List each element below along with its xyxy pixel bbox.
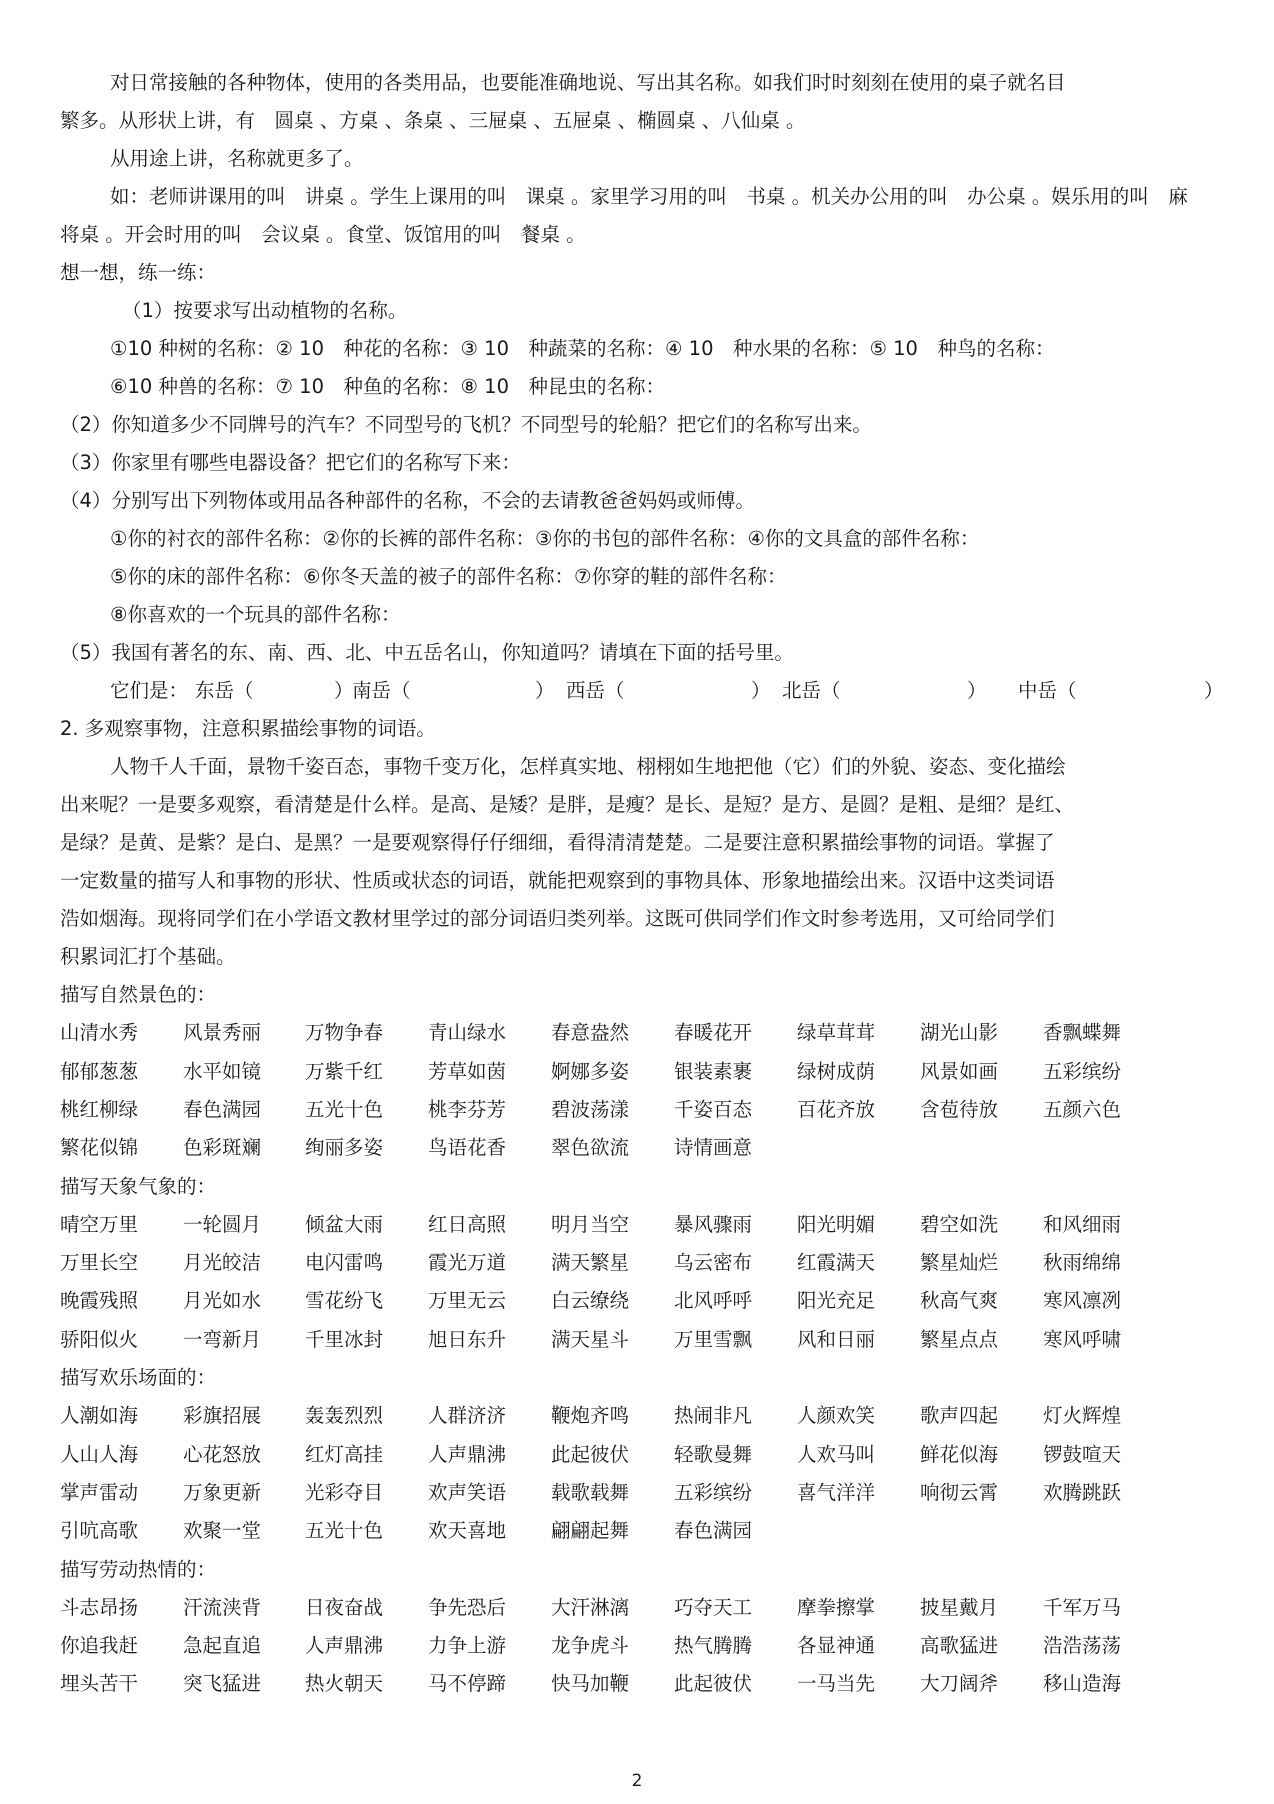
word-cell: 秋雨绵绵 [1043, 1251, 1122, 1275]
word-cell: 红日高照 [428, 1212, 507, 1236]
word-cell: 热气腾腾 [674, 1634, 753, 1658]
fill-in-north-close: ） [967, 679, 987, 702]
word-cell: 晴空万里 [60, 1212, 139, 1236]
word-cell: 人颜欢笑 [797, 1404, 876, 1428]
word-cell: 满天繁星 [551, 1251, 630, 1275]
word-cell: 欢声笑语 [428, 1480, 507, 1504]
word-cell: 千里冰封 [305, 1327, 384, 1351]
word-cell: 霞光万道 [428, 1251, 507, 1275]
exercise-item: （5）我国有著名的东、南、西、北、中五岳名山，你知道吗？请填在下面的括号里。 [60, 641, 794, 664]
word-cell: 欢聚一堂 [183, 1519, 262, 1543]
section-heading: 想一想，练一练： [60, 261, 217, 284]
word-cell: 千军万马 [1043, 1595, 1122, 1619]
word-cell: 五彩缤纷 [1043, 1059, 1122, 1083]
fill-in-south-label: 南岳（ [352, 679, 411, 702]
word-cell: 锣鼓喧天 [1043, 1442, 1122, 1466]
word-cell: 红霞满天 [797, 1251, 876, 1275]
fill-in-east-close: ） [334, 679, 354, 702]
word-cell: 轰轰烈烈 [305, 1404, 384, 1428]
word-cell: 满天星斗 [551, 1327, 630, 1351]
word-cell: 百花齐放 [797, 1097, 876, 1121]
fill-in-south-close: ） [535, 679, 555, 702]
word-cell: 人欢马叫 [797, 1442, 876, 1466]
exercise-item: （4）分别写出下列物体或用品各种部件的名称，不会的去请教爸爸妈妈或师傅。 [60, 489, 755, 512]
fill-in-center-close: ） [1204, 679, 1224, 702]
word-cell: 鞭炮齐鸣 [551, 1404, 630, 1428]
word-cell: 彩旗招展 [183, 1404, 262, 1428]
word-cell: 鲜花似海 [920, 1442, 999, 1466]
word-cell: 急起直追 [183, 1634, 262, 1658]
fill-in-center-label: 中岳（ [1018, 679, 1077, 702]
word-cell: 快马加鞭 [551, 1672, 630, 1696]
fill-in-west-close: ） [751, 679, 771, 702]
word-cell: 摩拳擦掌 [797, 1595, 876, 1619]
page-number: 2 [631, 1771, 643, 1791]
word-cell: 人声鼎沸 [305, 1634, 384, 1658]
word-cell: 人潮如海 [60, 1404, 139, 1428]
exercise-item: （2）你知道多少不同牌号的汽车？不同型号的飞机？不同型号的轮船？把它们的名称写出来。 [60, 413, 872, 436]
word-cell: 碧空如洗 [920, 1212, 999, 1236]
word-cell: 湖光山影 [920, 1021, 999, 1045]
word-cell: 银装素裹 [674, 1059, 753, 1083]
exercise-item: （3）你家里有哪些电器设备？把它们的名称写下来： [60, 451, 521, 474]
paragraph-line: 浩如烟海。现将同学们在小学语文教材里学过的部分词语归类列举。这既可供同学们作文时参考选用，又可给同学们 [60, 907, 1055, 930]
word-cell: 万里长空 [60, 1251, 139, 1275]
fill-in-lead: 它们是： [110, 679, 189, 702]
word-cell: 此起彼伏 [551, 1442, 630, 1466]
word-cell: 五光十色 [305, 1519, 384, 1543]
word-cell: 万里雪飘 [674, 1327, 753, 1351]
paragraph-line: 繁多。从形状上讲，有 圆桌 、方桌 、条桌 、三屉桌 、五屉桌 、椭圆桌 、八仙桌 。 [60, 109, 806, 132]
word-cell: 电闪雷鸣 [305, 1251, 384, 1275]
word-cell: 绿草茸茸 [797, 1021, 876, 1045]
word-cell: 桃红柳绿 [60, 1097, 139, 1121]
section-title: 2. 多观察事物，注意积累描绘事物的词语。 [60, 717, 436, 740]
word-cell: 此起彼伏 [674, 1672, 753, 1696]
word-cell: 浩浩荡荡 [1043, 1634, 1122, 1658]
word-cell: 繁星点点 [920, 1327, 999, 1351]
word-cell: 欢天喜地 [428, 1519, 507, 1543]
fill-in-north-label: 北岳（ [782, 679, 841, 702]
word-group-heading: 描写自然景色的： [60, 983, 217, 1006]
word-cell: 寒风呼啸 [1043, 1327, 1122, 1351]
word-cell: 旭日东升 [428, 1327, 507, 1351]
word-cell: 万物争春 [305, 1021, 384, 1045]
word-group-heading: 描写欢乐场面的： [60, 1366, 217, 1389]
word-cell: 婀娜多姿 [551, 1059, 630, 1083]
word-cell: 暴风骤雨 [674, 1212, 753, 1236]
word-cell: 月光皎洁 [183, 1251, 262, 1275]
word-cell: 灯火辉煌 [1043, 1404, 1122, 1428]
word-cell: 人群济济 [428, 1404, 507, 1428]
word-cell: 倾盆大雨 [305, 1212, 384, 1236]
word-cell: 翠色欲流 [551, 1136, 630, 1160]
word-cell: 水平如镜 [183, 1059, 262, 1083]
word-cell: 山清水秀 [60, 1021, 139, 1045]
word-cell: 寒风凛冽 [1043, 1289, 1122, 1313]
word-cell: 一轮圆月 [183, 1212, 262, 1236]
word-cell: 青山绿水 [428, 1021, 507, 1045]
word-cell: 万象更新 [183, 1480, 262, 1504]
word-cell: 绚丽多姿 [305, 1136, 384, 1160]
word-cell: 郁郁葱葱 [60, 1059, 139, 1083]
word-cell: 春暖花开 [674, 1021, 753, 1045]
word-cell: 骄阳似火 [60, 1327, 139, 1351]
exercise-subitem: ①10 种树的名称：② 10 种花的名称：③ 10 种蔬菜的名称：④ 10 种水果的名称：⑤ 10 种鸟的名称： [110, 337, 1055, 360]
word-group-heading: 描写天象气象的： [60, 1174, 217, 1198]
word-cell: 热闹非凡 [674, 1404, 753, 1428]
word-cell: 鸟语花香 [428, 1136, 507, 1160]
paragraph-line: 是绿？是黄、是紫？是白、是黑？一是要观察得仔仔细细，看得清清楚楚。二是要注意积累描绘事物的词语。掌握了 [60, 831, 1055, 854]
exercise-subitem: ⑥10 种兽的名称：⑦ 10 种鱼的名称：⑧ 10 种昆虫的名称： [110, 375, 665, 398]
word-cell: 千姿百态 [674, 1097, 753, 1121]
word-cell: 白云缭绕 [551, 1289, 630, 1313]
word-cell: 桃李芬芳 [428, 1097, 507, 1121]
word-cell: 含苞待放 [920, 1097, 999, 1121]
word-cell: 春意盎然 [551, 1021, 630, 1045]
word-cell: 日夜奋战 [305, 1595, 384, 1619]
word-cell: 你追我赶 [60, 1634, 139, 1658]
word-cell: 热火朝天 [305, 1672, 384, 1696]
word-cell: 风景如画 [920, 1059, 999, 1083]
word-cell: 掌声雷动 [60, 1480, 139, 1504]
word-cell: 翩翩起舞 [551, 1519, 630, 1543]
word-cell: 光彩夺目 [305, 1480, 384, 1504]
word-cell: 阳光明媚 [797, 1212, 876, 1236]
word-cell: 响彻云霄 [920, 1480, 999, 1504]
word-cell: 一弯新月 [183, 1327, 262, 1351]
word-cell: 争先恐后 [428, 1595, 507, 1619]
word-cell: 和风细雨 [1043, 1212, 1122, 1236]
word-cell: 繁星灿烂 [920, 1251, 999, 1275]
word-cell: 心花怒放 [183, 1442, 262, 1466]
word-cell: 碧波荡漾 [551, 1097, 630, 1121]
paragraph-line: 人物千人千面，景物千姿百态，事物千变万化，怎样真实地、栩栩如生地把他（它）们的外貌、姿态、变化描绘 [110, 755, 1066, 778]
fill-in-west-label: 西岳（ [566, 679, 625, 702]
word-cell: 春色满园 [183, 1097, 262, 1121]
word-cell: 斗志昂扬 [60, 1595, 139, 1619]
word-cell: 载歌载舞 [551, 1480, 630, 1504]
word-cell: 雪花纷飞 [305, 1289, 384, 1313]
word-cell: 人山人海 [60, 1442, 139, 1466]
paragraph-line: 从用途上讲，名称就更多了。 [110, 147, 364, 170]
paragraph-line: 如：老师讲课用的叫 讲桌 。学生上课用的叫 课桌 。家里学习用的叫 书桌 。机关办公用的叫 办公桌 。娱乐用的叫 麻 [110, 185, 1188, 208]
word-cell: 各显神通 [797, 1634, 876, 1658]
word-cell: 突飞猛进 [183, 1672, 262, 1696]
exercise-subitem: ⑧你喜欢的一个玩具的部件名称： [110, 603, 401, 626]
word-cell: 披星戴月 [920, 1595, 999, 1619]
word-cell: 喜气洋洋 [797, 1480, 876, 1504]
fill-in-east-label: 东岳（ [195, 679, 254, 702]
word-cell: 大汗淋漓 [551, 1595, 630, 1619]
paragraph-line: 一定数量的描写人和事物的形状、性质或状态的词语，就能把观察到的事物具体、形象地描绘出来。汉语中这类词语 [60, 869, 1055, 892]
word-cell: 秋高气爽 [920, 1289, 999, 1313]
word-cell: 绿树成荫 [797, 1059, 876, 1083]
word-cell: 五光十色 [305, 1097, 384, 1121]
word-cell: 大刀阔斧 [920, 1672, 999, 1696]
word-cell: 芳草如茵 [428, 1059, 507, 1083]
exercise-subitem: ①你的衬衣的部件名称：②你的长裤的部件名称：③你的书包的部件名称：④你的文具盒的部件名称： [110, 527, 980, 550]
word-cell: 高歌猛进 [920, 1634, 999, 1658]
word-cell: 埋头苦干 [60, 1672, 139, 1696]
word-cell: 歌声四起 [920, 1404, 999, 1428]
word-cell: 汗流浃背 [183, 1595, 262, 1619]
word-cell: 风景秀丽 [183, 1021, 262, 1045]
word-cell: 马不停蹄 [428, 1672, 507, 1696]
word-cell: 色彩斑斓 [183, 1136, 262, 1160]
word-cell: 一马当先 [797, 1672, 876, 1696]
word-cell: 万紫千红 [305, 1059, 384, 1083]
word-cell: 巧夺天工 [674, 1595, 753, 1619]
word-cell: 诗情画意 [674, 1136, 753, 1160]
word-cell: 北风呼呼 [674, 1289, 753, 1313]
word-cell: 阳光充足 [797, 1289, 876, 1313]
exercise-item: （1）按要求写出动植物的名称。 [122, 299, 408, 322]
word-cell: 香飘蝶舞 [1043, 1021, 1122, 1045]
word-cell: 引吭高歌 [60, 1519, 139, 1543]
word-cell: 欢腾跳跃 [1043, 1480, 1122, 1504]
word-cell: 晚霞残照 [60, 1289, 139, 1313]
word-cell: 万里无云 [428, 1289, 507, 1313]
word-cell: 轻歌曼舞 [674, 1442, 753, 1466]
paragraph-line: 将桌 。开会时用的叫 会议桌 。食堂、饭馆用的叫 餐桌 。 [60, 223, 586, 246]
paragraph-line: 积累词汇打个基础。 [60, 945, 236, 968]
word-cell: 五颜六色 [1043, 1097, 1122, 1121]
word-cell: 龙争虎斗 [551, 1634, 630, 1658]
word-cell: 红灯高挂 [305, 1442, 384, 1466]
word-cell: 人声鼎沸 [428, 1442, 507, 1466]
word-group-heading: 描写劳动热情的： [60, 1557, 217, 1581]
paragraph-line: 对日常接触的各种物体，使用的各类用品，也要能准确地说、写出其名称。如我们时时刻刻在使用的桌子就名目 [110, 71, 1066, 94]
paragraph-line: 出来呢？一是要多观察，看清楚是什么样。是高、是矮？是胖，是瘦？是长、是短？是方、是圆？是粗、是细？是红、 [60, 793, 1075, 816]
word-cell: 春色满园 [674, 1519, 753, 1543]
word-cell: 风和日丽 [797, 1327, 876, 1351]
word-cell: 移山造海 [1043, 1672, 1122, 1696]
word-cell: 明月当空 [551, 1212, 630, 1236]
word-cell: 月光如水 [183, 1289, 262, 1313]
word-cell: 乌云密布 [674, 1251, 753, 1275]
word-cell: 五彩缤纷 [674, 1480, 753, 1504]
exercise-subitem: ⑤你的床的部件名称：⑥你冬天盖的被子的部件名称：⑦你穿的鞋的部件名称： [110, 565, 787, 588]
word-cell: 力争上游 [428, 1634, 507, 1658]
word-cell: 繁花似锦 [60, 1136, 139, 1160]
